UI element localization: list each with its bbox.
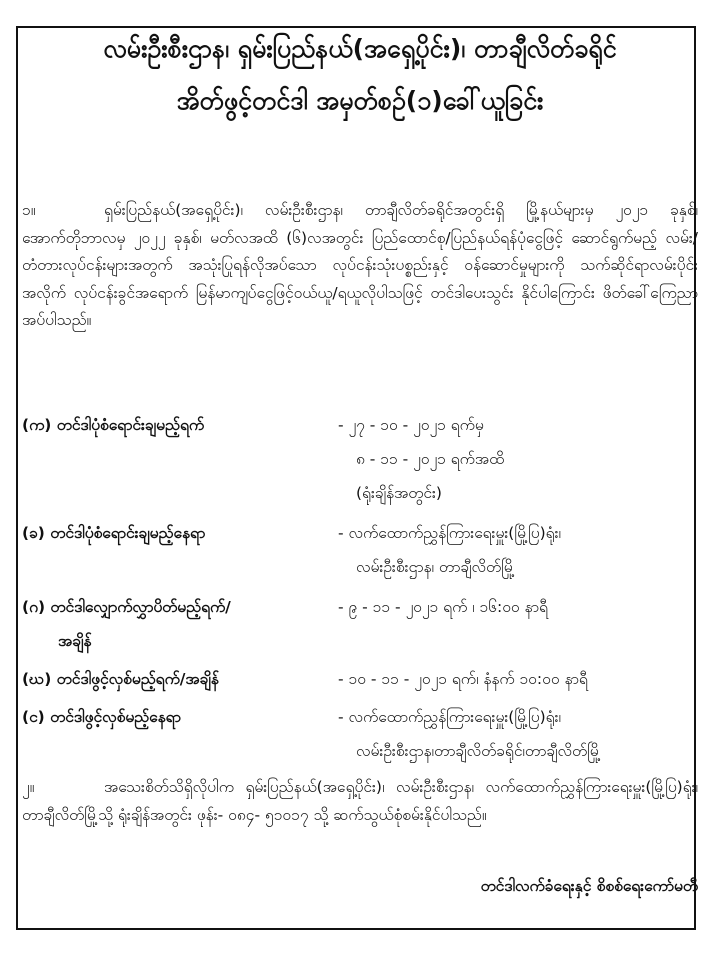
paragraph-2 <box>22 774 698 829</box>
notice-title-line1: လမ်းဦးစီးဌာန၊ ရှမ်းပြည်နယ်(အရှေ့ပိုင်း)၊ တာချီလိတ်ခရိုင် <box>103 34 617 63</box>
item-value: - လက်ထောက်ညွှန်ကြားရေးမှူး(မြို့ပြ)ရုံး၊ <box>338 708 561 726</box>
paragraph-2-number: ၂။ <box>22 778 35 796</box>
item-value-cont: လမ်းဦးစီးဌာန၊တာချီလိတ်ခရိုင်၊တာချီလိတ်မြို့ <box>356 742 601 760</box>
item-value-cont: လမ်းဦးစီးဌာန၊ တာချီလိတ်မြို့ <box>356 558 515 576</box>
paragraph-1-number: ၁။ <box>22 201 36 219</box>
item-value: - ၉ - ၁၁ - ၂၀၂၁ ရက် ၊ ၁၆:၀၀ နာရီ <box>338 598 548 616</box>
item-label: (င) တင်ဒါဖွင့်လှစ်မည့်နေရာ <box>22 708 181 726</box>
paragraph-1 <box>22 197 698 335</box>
item-label: (ဂ) တင်ဒါလျှောက်လွှာပိတ်မည့်ရက်/ <box>22 598 231 616</box>
item-label: (ခ) တင်ဒါပုံစံရောင်းချမည့်နေရာ <box>22 524 206 542</box>
item-value: - လက်ထောက်ညွှန်ကြားရေးမှူး(မြို့ပြ)ရုံး၊ <box>338 524 561 542</box>
paragraph-1-text: ရှမ်းပြည်နယ်(အရှေ့ပိုင်း)၊ လမ်းဦးစီးဌာန၊ တာချီလိတ်ခရိုင်အတွင်းရှိ မြို့နယ်များမှ ၂၀၂၁ ခုနှစ်၊ အောက်တိုဘာလမှ ၂၀၂၂ ခုနှစ်၊ မတ်လအထိ (၆)လအတွင်း ပြည်ထောင်စု/ပြည်နယ်ရန်ပုံငွေဖြင့် ဆောင်ရွက်မည့် လမ်း/တံတားလုပ်ငန်းများအတွက် အသုံးပြုရန်လိုအပ်သော လုပ်ငန်းသုံးပစ္စည်းနှင့် ဝန်ဆောင်မှုများကို သက်ဆိုင်ရာလမ်းပိုင်း အလိုက် လုပ်ငန်းခွင်အရောက် မြန်မာကျပ်ငွေဖြင့်ဝယ်ယူ/ရယူလိုပါသဖြင့် တင်ဒါပေးသွင်း နိုင်ပါကြောင်း ဖိတ်ခေါ်ကြေညာအပ်ပါသည်။ <box>22 201 698 329</box>
item-label: (ဃ) တင်ဒါဖွင့်လှစ်မည့်ရက်/အချိန် <box>22 670 219 688</box>
item-value: - ၂၇ - ၁၀ - ၂၀၂၁ ရက်မှ <box>338 416 484 434</box>
item-value-cont: ၈ - ၁၁ - ၂၀၂၁ ရက်အထိ <box>356 450 505 468</box>
item-value: - ၁၀ - ၁၁ - ၂၀၂၁ ရက်၊ နံနက် ၁၀:၀၀ နာရီ <box>338 670 588 688</box>
item-label: (က) တင်ဒါပုံစံရောင်းချမည့်ရက် <box>22 416 205 434</box>
item-label-cont: အချိန် <box>58 632 92 650</box>
notice-title-line2: အိတ်ဖွင့်တင်ဒါ အမှတ်စဉ်(၁)ခေါ်ယူခြင်း <box>176 86 544 115</box>
paragraph-2-text: အသေးစိတ်သိရှိလိုပါက ရှမ်းပြည်နယ်(အရှေ့ပိုင်း)၊ လမ်းဦးစီးဌာန၊ လက်ထောက်ညွှန်ကြားရေးမှူး(မြို့ပြ)ရုံး၊ တာချီလိတ်မြို့သို့ ရုံးချိန်အတွင်း ဖုန်း- ၀၈၄- ၅၁၀၁၇ သို့ ဆက်သွယ်စုံစမ်းနိုင်ပါသည်။ <box>22 778 698 824</box>
item-value-cont: (ရုံးချိန်အတွင်း) <box>356 484 442 502</box>
committee-signature: တင်ဒါလက်ခံရေးနှင့် စိစစ်ရေးကော်မတီ <box>480 877 698 895</box>
